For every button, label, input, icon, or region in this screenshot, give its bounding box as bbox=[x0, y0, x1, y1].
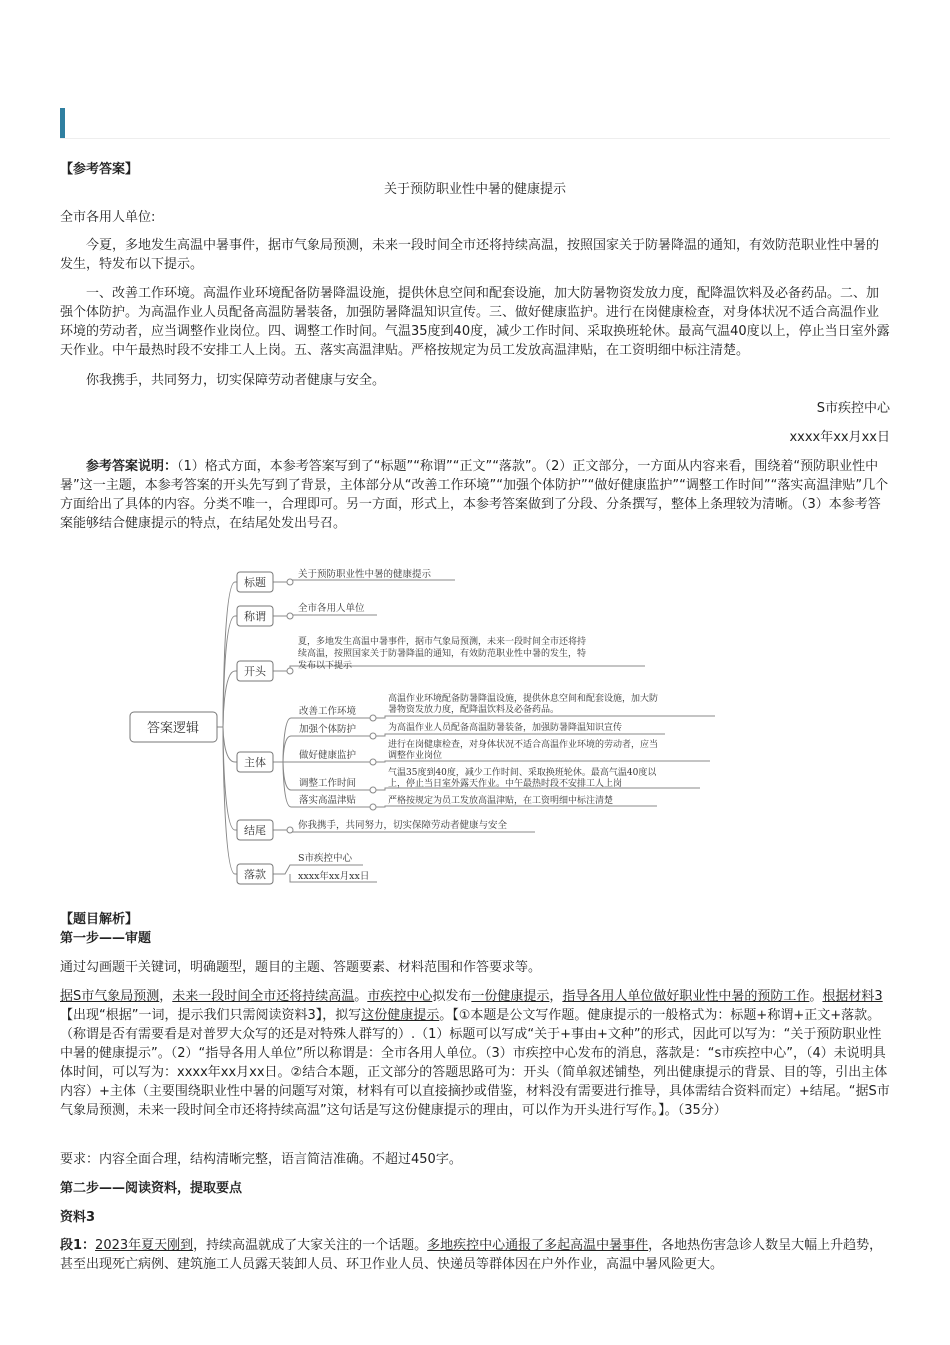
ref-answer-heading: 【参考答案】 bbox=[60, 162, 139, 177]
para-intro: 今夏，多地发生高温中暑事件，据市气象局预测，未来一段时间全市还将持续高温，按照国家关于防暑降温的通知，有效防范职业性中暑的发生，特发布以下提示。 bbox=[60, 238, 880, 272]
q-text-3: 拟发布 bbox=[432, 989, 472, 1004]
step2-heading: 第二步——阅读资料，提取要点 bbox=[60, 1181, 243, 1196]
node-body-label: 主体 bbox=[244, 756, 266, 769]
body-item-3-line-2: 调整作业岗位 bbox=[388, 751, 443, 761]
title-leaf: 关于预防职业性中暑的健康提示 bbox=[298, 569, 432, 580]
body-item-4-line-2: 上，停止当日室外露天作业。中午最热时段不安排工人上岗 bbox=[388, 779, 623, 789]
body-item-1-line-2: 暑物资发放力度，配降温饮料及必备药品。 bbox=[388, 705, 560, 715]
body-item-3-label: 做好健康监护 bbox=[299, 750, 357, 761]
node-opening-label: 开头 bbox=[244, 665, 266, 678]
answer-explanation bbox=[60, 457, 890, 533]
body-item-1-line-1: 高温作业环境配备防暑降温设施，提供休息空间和配套设施，加大防 bbox=[388, 694, 659, 704]
segment-1 bbox=[60, 1236, 890, 1274]
body-item-2-line-1: 为高温作业人员配备高温防暑装备，加强防暑降温知识宣传 bbox=[388, 723, 623, 733]
root-node-label: 答案逻辑 bbox=[146, 721, 200, 736]
node-title-label: 标题 bbox=[244, 576, 266, 589]
body-item-5-line-1: 严格按规定为员工发放高温津贴，在工资明细中标注清楚 bbox=[388, 796, 614, 806]
question-text bbox=[60, 987, 890, 1120]
node-sign-label: 落款 bbox=[244, 868, 266, 881]
doc-title: 关于预防职业性中暑的健康提示 bbox=[383, 182, 566, 197]
branch-line-title bbox=[223, 582, 237, 727]
requirement: 要求：内容全面合理，结构清晰完整，语言简洁准确。不超过450字。 bbox=[60, 1152, 462, 1167]
sign-org-leaf: S市疾控中心 bbox=[298, 853, 353, 864]
header-accent-bar bbox=[60, 108, 65, 138]
opening-line-1: 夏，多地发生高温中暑事件，据市气象局预测，未来一段时间全市还将持 bbox=[298, 637, 587, 647]
body-item-5-label: 落实高温津贴 bbox=[299, 795, 357, 806]
opening-line-2: 续高温，按照国家关于防暑降温的通知，有效防范职业性中暑的发生，特 bbox=[298, 649, 587, 659]
q-underline-7: 这份健康提示 bbox=[361, 1008, 440, 1023]
salutation-leaf: 全市各用人单位 bbox=[298, 603, 365, 614]
date: xxxx年xx月xx日 bbox=[789, 430, 890, 445]
seg1-text-1: ，持续高温就成了大家关注的一个话题。 bbox=[193, 1238, 428, 1253]
explain-text: （1）格式方面，本参考答案写到了“标题”“称谓”“正文”“落款”。（2）正文部分，一方面从内容来看，围绕着“预防职业性中暑”这一主题，本参考答案的开头先写到了背景，主体部分从“改善工作环境”“加强个体防护”“做好健康监护”“调整工作时间”“落实高温津贴”几个方面给出了具体的内容。分类不唯一，合理即可。另一方面，形式上，本参考答案做到了分段、分条撰写，整体上条理较为清晰。（3）本参考答案能够结合健康提示的特点，在结尾处发出号召。 bbox=[60, 459, 889, 531]
step1-heading: 第一步——审题 bbox=[60, 931, 152, 946]
q-underline-2: 未来一段时间全市还将持续高温 bbox=[172, 989, 355, 1004]
body-item-4-line-1: 气温35度到40度，减少工作时间、采取换班轮休。最高气温40度以 bbox=[388, 768, 657, 778]
q-underline-4: 一份健康提示 bbox=[471, 989, 550, 1004]
ending-leaf: 你我携手，共同努力，切实保障劳动者健康与安全 bbox=[298, 820, 508, 831]
seg1-underline-2: 多地疾控中心通报了多起高温中暑事件 bbox=[427, 1238, 649, 1253]
analysis-heading: 【题目解析】 bbox=[60, 912, 139, 927]
q-underline-1: 据S市气象局预测 bbox=[60, 989, 160, 1004]
q-underline-5: 指导各用人单位做好职业性中暑的预防工作 bbox=[562, 989, 810, 1004]
explain-label: 参考答案说明： bbox=[86, 459, 178, 474]
seg1-underline-1: 2023年夏天刚到 bbox=[95, 1238, 194, 1253]
answer-logic-mindmap bbox=[125, 560, 725, 890]
section-header-bar bbox=[60, 108, 890, 139]
q-text-1: ， bbox=[159, 989, 173, 1004]
mindmap-svg bbox=[125, 560, 725, 890]
opening-line-3: 发布以下提示 bbox=[298, 661, 353, 671]
node-salutation-label: 称谓 bbox=[244, 610, 266, 623]
body-item-2-label: 加强个体防护 bbox=[299, 724, 357, 735]
sign-date-leaf: xxxx年xx月xx日 bbox=[298, 871, 370, 882]
signature: S市疾控中心 bbox=[816, 401, 890, 416]
q-underline-3: 市疾控中心 bbox=[367, 989, 433, 1004]
body-item-1-label: 改善工作环境 bbox=[299, 706, 357, 717]
node-ending-label: 结尾 bbox=[244, 824, 266, 837]
salutation: 全市各用人单位: bbox=[60, 210, 156, 225]
para-closing: 你我携手，共同努力，切实保障劳动者健康与安全。 bbox=[86, 373, 386, 388]
q-text-4: ， bbox=[549, 989, 563, 1004]
body-item-3-line-1: 进行在岗健康检查，对身体状况不适合高温作业环境的劳动者，应当 bbox=[388, 740, 659, 750]
q-text-2: 。 bbox=[354, 989, 368, 1004]
step1-intro: 通过勾画题干关键词，明确题型，题目的主题、答题要素、材料范围和作答要求等。 bbox=[60, 960, 542, 975]
body-item-4-label: 调整工作时间 bbox=[299, 778, 357, 789]
seg1-text-2: ，各地热伤害急诊人数呈大幅上升趋势，甚至出现死亡病例、建筑施工人员露天装卸人员、环卫作业人员、快递员等群体因在户外作业，高温中暑风险更大。 bbox=[60, 1238, 883, 1272]
q-text-7: 。【①本题是公文写作题。健康提示的一般格式为：标题+称谓+正文+落款。（称谓是否有需要看是对普罗大众写的还是对特殊人群写的）.（1）标题可以写成“关于+事由+文种”的形式，因此可以写为：“关于预防职业性中暑的健康提示”。（2）“指导各用人单位”所以称谓是：全市各用人单位。（3）市疾控中心发布的消息，落款是：“s市疾控中心”，（4）未说明具体时间，可以写为：xxxx年xx月xx日。②结合本题，正文部分的答题思路可为：开头（简单叙述铺垫，列出健康提示的背景、目的等，引出主体内容）+主体（主要围绕职业性中暑的问题写对策，材料有可以直接摘抄或借鉴，材料没有需要进行推导，具体需结合资料而定）+结尾。“据S市气象局预测，未来一段时间全市还将持续高温”这句话是写这份健康提示的理由，可以作为开头进行写作。】。（35分） bbox=[60, 1008, 890, 1118]
para-body: 一、改善工作环境。高温作业环境配备防暑降温设施，提供休息空间和配套设施，加大防暑物资发放力度，配降温饮料及必备药品。二、加强个体防护。为高温作业人员配备高温防暑装备，加强防暑降温知识宣传。三、做好健康监护。进行在岗健康检查，对身体状况不适合高温作业环境的劳动者，应当调整作业岗位。四、调整工作时间。气温35度到40度，减少工作时间、采取换班轮休。最高气温40度以上，停止当日室外露天作业。中午最热时段不安排工人上岗。五、落实高温津贴。严格按规定为员工发放高温津贴，在工资明细中标注清楚。 bbox=[60, 286, 890, 358]
q-underline-6: 根据材料3 bbox=[822, 989, 883, 1004]
q-text-6: 【出现“根据”一词，提示我们只需阅读资料3】，拟写 bbox=[60, 1008, 362, 1023]
q-text-5: 。 bbox=[809, 989, 823, 1004]
material-label: 资料3 bbox=[60, 1210, 96, 1225]
seg1-label: 段1： bbox=[60, 1238, 96, 1253]
